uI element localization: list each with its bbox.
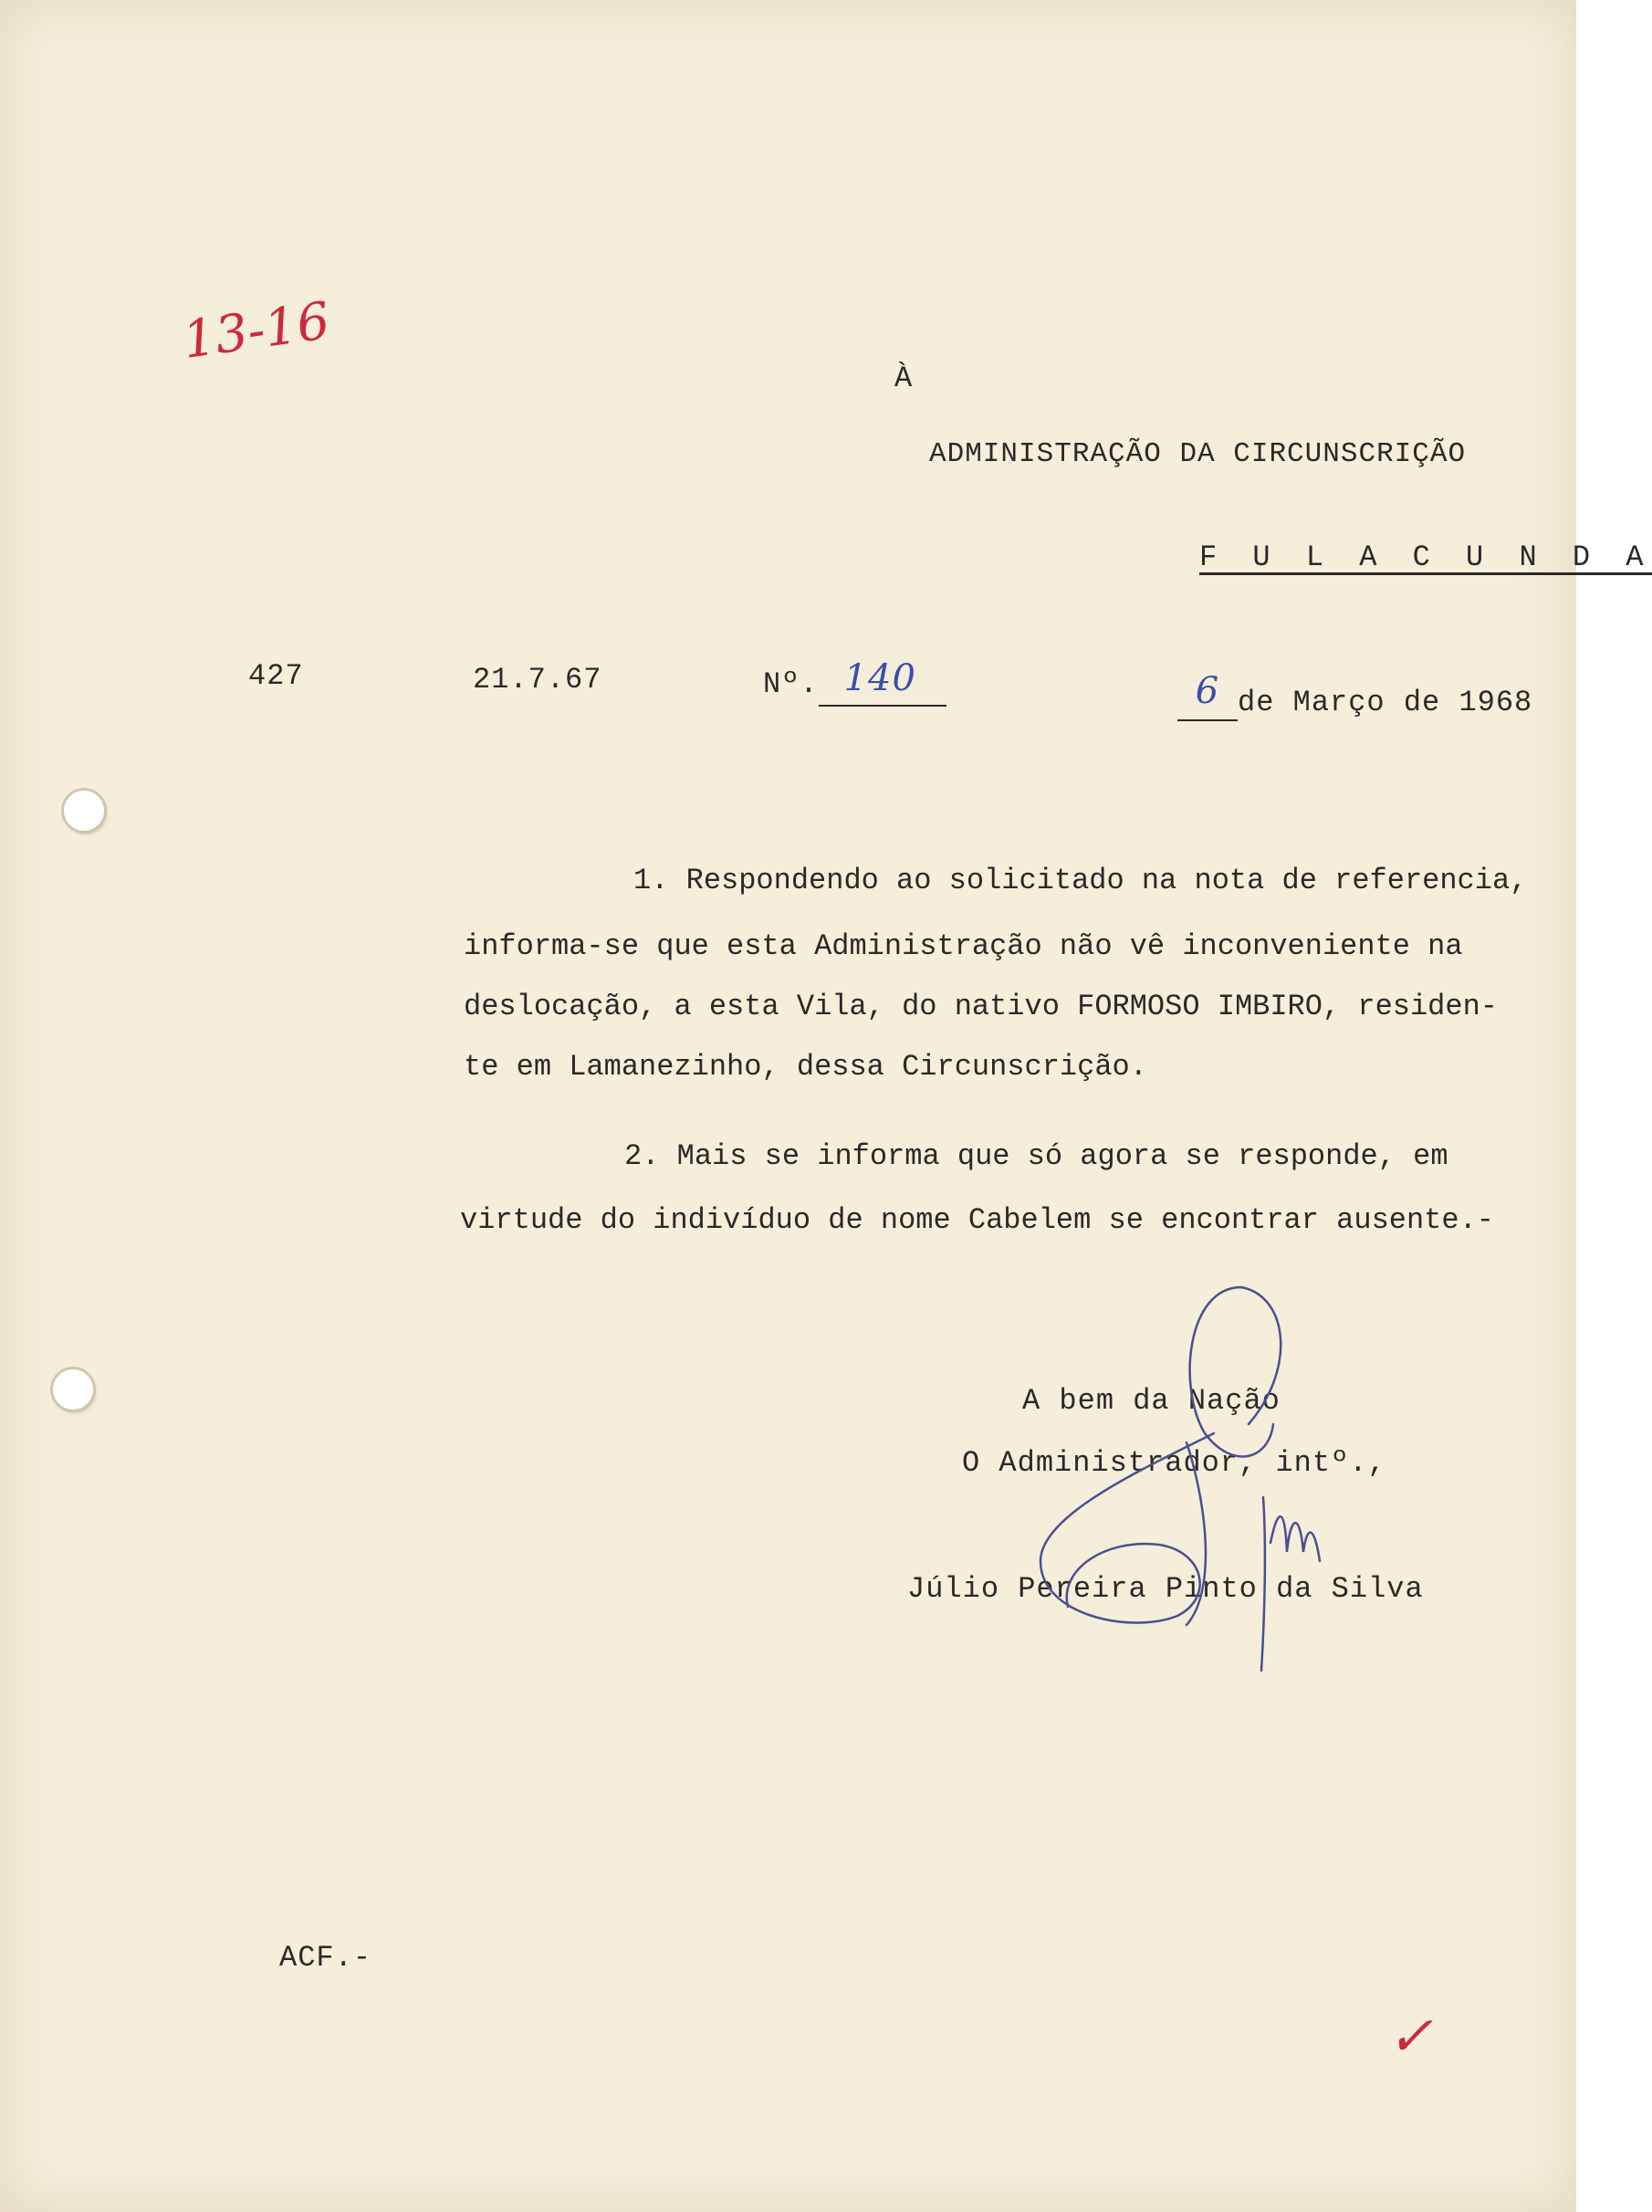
- signer-name: Júlio Pereira Pinto da Silva: [907, 1572, 1424, 1606]
- archive-reference-annotation: 13-16: [179, 291, 334, 371]
- paragraph-2-line-1: 2. Mais se informa que só agora se responde, em: [624, 1139, 1448, 1173]
- closing-salutation: A bem da Nação: [1022, 1384, 1281, 1418]
- document-number-value: 140: [843, 657, 916, 699]
- addressee-prefix: À: [894, 362, 914, 395]
- date-day-value: 6: [1195, 670, 1220, 712]
- document-number-label: Nº.: [763, 667, 819, 701]
- review-checkmark: ✓: [1387, 2005, 1434, 2069]
- paragraph-1-line-2: informa-se que esta Administração não vê inconveniente na: [464, 929, 1463, 963]
- typist-initials: ACF.-: [279, 1941, 372, 1975]
- addressee-place: F U L A C U N D A: [1199, 540, 1652, 574]
- paragraph-1-line-3: deslocação, a esta Vila, do nativo FORMOSO IMBIRO, residen-: [464, 990, 1498, 1023]
- paragraph-1-line-4: te em Lamanezinho, dessa Circunscrição.: [464, 1050, 1147, 1084]
- date-month-year: de Março de 1968: [1238, 686, 1533, 719]
- reference-date: 21.7.67: [473, 663, 602, 697]
- paragraph-2-line-2: virtude do indivíduo de nome Cabelem se encontrar ausente.-: [460, 1203, 1494, 1237]
- paragraph-1-line-1: 1. Respondendo ao solicitado na nota de referencia,: [633, 864, 1528, 897]
- addressee: ADMINISTRAÇÃO DA CIRCUNSCRIÇÃO: [929, 438, 1467, 470]
- reference-number: 427: [248, 659, 304, 693]
- signer-title: O Administrador, intº.,: [962, 1446, 1386, 1480]
